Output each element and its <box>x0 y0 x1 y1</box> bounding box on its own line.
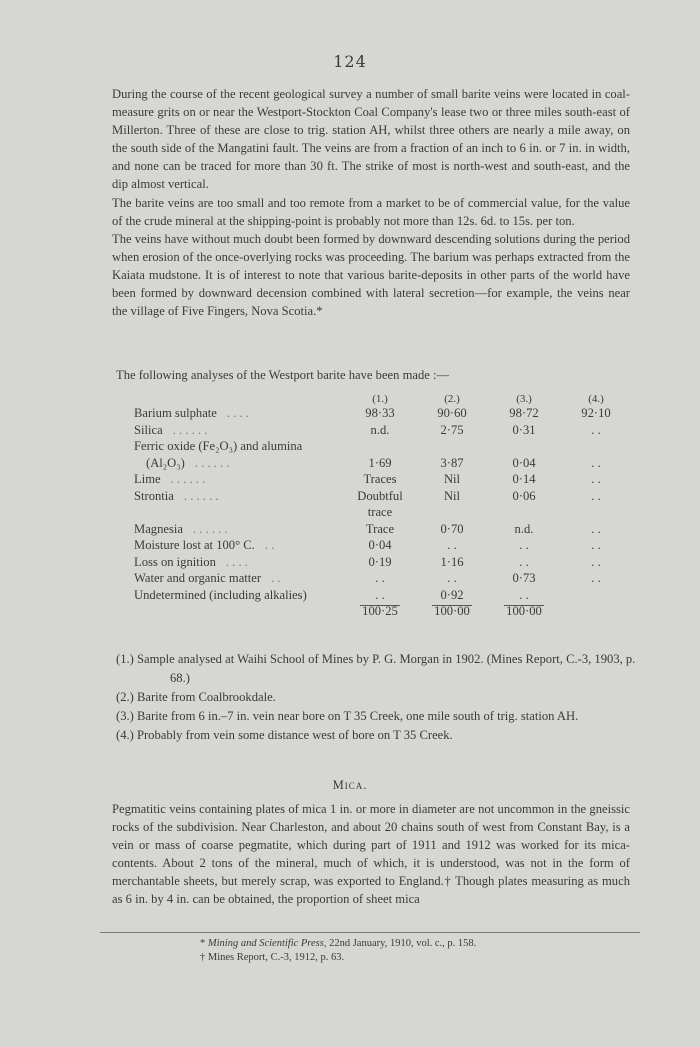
value-cell: 1·16 <box>440 554 464 569</box>
footnote-source-title: Mining and Scientific Press, <box>207 938 327 949</box>
value-cell: 0·14 <box>512 472 536 486</box>
row-label: Moisture lost at 100° C. <box>134 538 255 552</box>
row-label-cell <box>134 438 344 455</box>
value-cell: 1·69 <box>368 455 392 470</box>
value-cell <box>416 438 488 455</box>
value-cell: . . <box>447 571 457 585</box>
column-header: (3.) <box>516 392 532 405</box>
table-row <box>134 553 632 570</box>
value-cell: . . <box>591 521 601 536</box>
row-label-cell <box>134 421 344 438</box>
value-cell: Traces <box>363 472 397 486</box>
value-cell: 0·04 <box>512 455 536 470</box>
column-header: (1.) <box>372 392 388 405</box>
row-label-cell <box>134 553 344 570</box>
value-cell <box>560 586 632 603</box>
table-row <box>134 570 632 587</box>
value-cell: . . <box>591 554 601 569</box>
analysis-notes <box>116 650 636 745</box>
value-cell: . . <box>519 554 529 569</box>
value-cell: Trace <box>365 521 395 536</box>
value-cell: 0·92 <box>440 587 464 602</box>
row-label-cell <box>134 487 344 504</box>
leader-dots: . . . . . . <box>183 488 219 503</box>
column-header: (4.) <box>588 392 604 405</box>
value-cell <box>488 504 560 521</box>
value-cell: . . <box>591 571 601 585</box>
value-cell: . . <box>447 538 457 552</box>
note-item: (3.) Barite from 6 in.–7 in. vein near bore on T 35 Creek, one mile south of trig. station AH. <box>116 709 579 723</box>
value-cell <box>560 504 632 521</box>
value-cell: . . <box>519 587 529 602</box>
value-cell <box>416 504 488 521</box>
row-label: (Al₂O₃) <box>146 455 185 470</box>
total-cell: 100·25 <box>344 603 416 620</box>
value-cell: . . <box>375 587 385 602</box>
value-cell: Nil <box>443 472 461 486</box>
table-row <box>134 438 632 455</box>
row-label-cell <box>134 537 344 554</box>
value-cell: Doubtful <box>357 488 403 503</box>
table-row <box>134 504 632 521</box>
footnotes <box>200 937 476 965</box>
value-cell <box>560 438 632 455</box>
note-item: (1.) Sample analysed at Waihi School of Mines by P. G. Morgan in 1902. (Mines Report, C.-3, 1903, p. 68.) <box>116 652 636 685</box>
row-label-cell <box>134 454 344 471</box>
table-row <box>134 537 632 554</box>
value-cell: 0·31 <box>512 422 536 437</box>
value-cell: 0·04 <box>368 538 392 552</box>
value-cell: n.d. <box>514 521 534 536</box>
value-cell: . . <box>375 571 385 585</box>
row-label: Undetermined (including alkalies) <box>134 587 307 602</box>
table-row <box>134 454 632 471</box>
row-label: Barium sulphate <box>134 406 217 420</box>
value-cell: 0·73 <box>512 571 536 585</box>
leader-dots: . . . . . . <box>170 472 206 486</box>
footnote-marker: * <box>200 938 206 949</box>
value-cell: . . <box>591 455 601 470</box>
note-item: (2.) Barite from Coalbrookdale. <box>116 690 276 704</box>
value-cell: 0·06 <box>512 488 536 503</box>
value-cell: 0·70 <box>440 521 464 536</box>
paragraph <box>112 230 630 320</box>
row-label-cell <box>134 570 344 587</box>
value-cell <box>488 438 560 455</box>
row-label-cell <box>134 504 344 521</box>
footnote-detail: 22nd January, 1910, vol. c., p. 158. <box>329 938 477 949</box>
leader-dots: . . . . <box>226 406 249 420</box>
value-cell: . . <box>591 538 601 552</box>
row-label: Loss on ignition <box>134 554 216 569</box>
row-label-cell <box>134 586 344 603</box>
table-body <box>134 405 632 620</box>
row-label: Ferric oxide (Fe₂O₃) and alumina <box>134 439 303 453</box>
section-heading: Mica. <box>332 778 368 792</box>
value-cell: trace <box>367 505 393 519</box>
mica-text <box>112 800 630 909</box>
footnote-1 <box>200 937 476 951</box>
value-cell <box>344 438 416 455</box>
footnote-2: † Mines Report, C.-3, 1912, p. 63. <box>200 952 345 963</box>
row-label-cell <box>134 405 344 422</box>
paragraph <box>112 85 630 194</box>
paragraph-text: During the course of the recent geological survey a number of small barite veins were located in coal-measure grits on or near the Westport-Stockton Coal Company's lease two or three miles south-east of Millerton. Three of these are close to trig. station AH, whilst three others are nearly a mile away, on the south side of the Mangatini fault. The veins are from a fraction of an inch to 6 in. or 7 in. in width, and none can be traced for more than 30 ft. The strike of most is north-west and south-east, and the dip almost vertical. <box>112 87 630 192</box>
table-row <box>134 421 632 438</box>
value-cell: 98·72 <box>509 406 539 420</box>
body-text <box>112 85 630 320</box>
row-label: Water and organic matter <box>134 571 262 585</box>
value-cell: Nil <box>443 488 461 503</box>
leader-dots: . . . . . . <box>192 521 228 536</box>
value-cell: n.d. <box>370 422 390 437</box>
table-row <box>134 405 632 422</box>
value-cell: 90·60 <box>437 406 467 420</box>
page-number: 124 <box>333 52 367 71</box>
analysis-table <box>134 388 632 619</box>
row-label: Strontia <box>134 488 174 503</box>
row-label: Magnesia <box>134 521 183 536</box>
value-cell: 2·75 <box>440 422 464 437</box>
total-cell: 100·00 <box>416 603 488 620</box>
value-cell: 0·19 <box>368 554 392 569</box>
leader-dots: . . <box>271 571 281 585</box>
totals-label-cell <box>134 603 344 620</box>
paragraph: Pegmatitic veins containing plates of mica 1 in. or more in diameter are not uncommon in the gneissic rocks of the subdivision. Near Charleston, and about 20 chains south of west from Constant Bay, is a vein or mass of coarse pegmatite, which during part of 1911 and 1912 was worked for its mica-contents. About 2 tons of the mineral, much of which, it is understood, was not in the form of merchantable sheets, but merely scrap, was exported to England.† Though plates measuring as much as 6 in. by 4 in. can be obtained, the proportion of sheet mica <box>112 802 630 907</box>
row-label-cell <box>134 471 344 488</box>
table-header-blank <box>134 388 344 405</box>
total-cell: 100·00 <box>488 603 560 620</box>
footnote-divider <box>100 932 640 933</box>
value-cell: . . <box>591 488 601 503</box>
value-cell: 3·87 <box>440 455 464 470</box>
leader-dots: . . . . . . <box>194 455 230 470</box>
totals-row <box>134 603 632 620</box>
paragraph-text: The barite veins are too small and too remote from a market to be of commercial value, for the value of the crude mineral at the shipping-point is probably not more than 12s. 6d. to 15s. per ton. <box>112 195 630 228</box>
leader-dots: . . <box>264 538 275 552</box>
leader-dots: . . . . <box>225 554 248 569</box>
value-cell: 92·10 <box>581 406 611 420</box>
column-header: (2.) <box>444 392 460 405</box>
row-label: Lime <box>134 472 161 486</box>
note-item: (4.) Probably from vein some distance west of bore on T 35 Creek. <box>116 728 453 742</box>
value-cell: . . <box>591 422 601 437</box>
paragraph-text: The veins have without much doubt been formed by downward descending solutions during the period when erosion of the once-overlying rocks was proceeding. The barium was perhaps extracted from the Kaiata mudstone. It is of interest to note that various barite-deposits in other parts of the world have been formed by downward decension combined with lateral secretion—for example, the veins near the village of Five Fingers, Nova Scotia.* <box>112 231 630 319</box>
leader-dots: . . . . . . <box>172 422 208 437</box>
value-cell: . . <box>519 538 529 552</box>
row-label-cell <box>134 520 344 537</box>
table-header-row <box>134 388 632 405</box>
paragraph <box>112 194 630 230</box>
table-row <box>134 520 632 537</box>
value-cell: . . <box>591 472 601 486</box>
value-cell: 98·33 <box>365 406 395 420</box>
analysis-intro: The following analyses of the Westport barite have been made :— <box>116 368 450 382</box>
total-cell <box>560 603 632 620</box>
table-row <box>134 586 632 603</box>
table-row <box>134 471 632 488</box>
row-label: Silica <box>134 422 163 437</box>
table-row <box>134 487 632 504</box>
